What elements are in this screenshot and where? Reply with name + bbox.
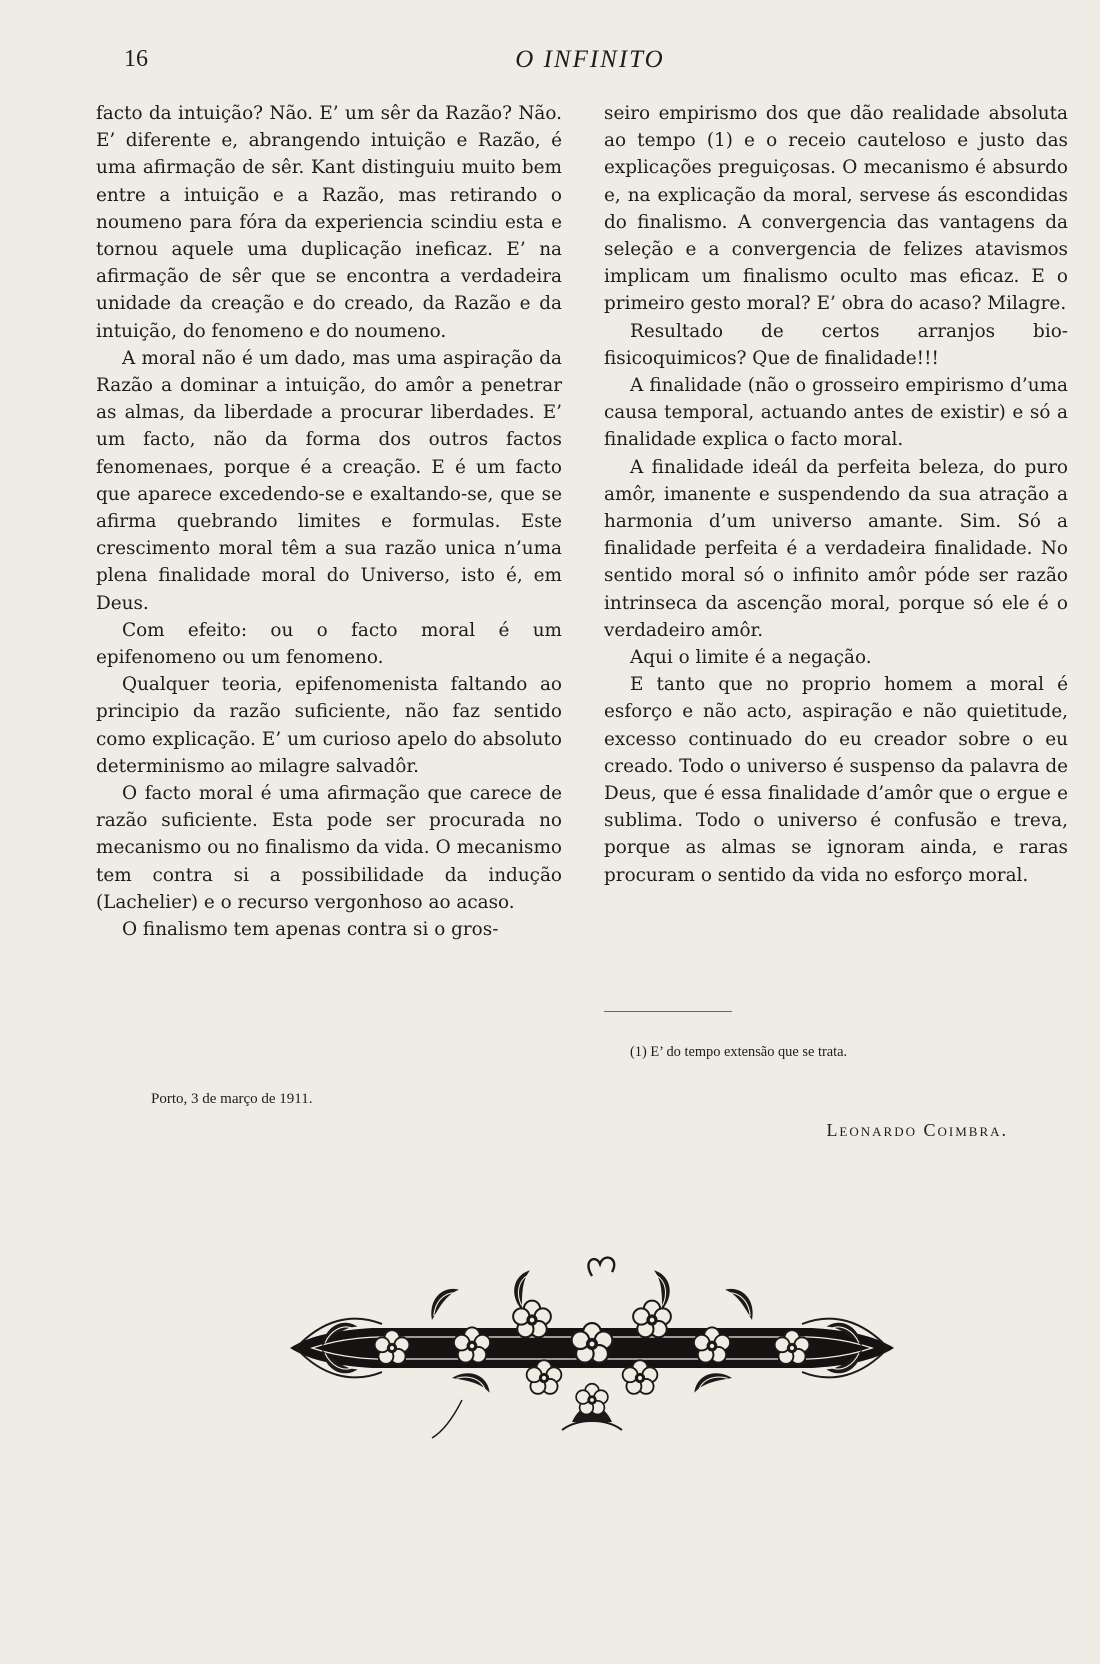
paragraph: Qualquer teoria, epifenomenista faltando ao principio da razão suficiente, não faz sentido como explicação. E’ um curioso apelo do absoluto determinismo ao milagre salvadôr. — [96, 674, 562, 777]
paragraph: Com efeito: ou o facto moral é um epifenomeno ou um fenomeno. — [96, 619, 562, 669]
paragraph: O finalismo tem apenas contra si o gros- — [122, 919, 499, 941]
page-number: 16 — [124, 46, 148, 72]
paragraph: O facto moral é uma afirmação que carece de razão suficiente. Esta pode ser procurada no mecanismo ou no finalismo da vida. O mecanismo tem contra si a possibilidade da indução (Lachelier) e o recurso vergonhoso ao acaso. — [96, 783, 562, 913]
paragraph: Aqui o limite é a negação. — [630, 647, 872, 669]
right-text-column — [604, 100, 1068, 889]
paragraph: E tanto que no proprio homem a moral é esforço e não acto, aspiração e não quietitude, excesso continuado do eu creador sobre o eu creado. Todo o universo é suspenso da palavra de Deus, que é essa finalidade d’amôr que o ergue e sublima. Todo o universo é confusão e treva, porque as almas se ignoram ainda, e raras procuram o sentido da vida no esforço moral. — [604, 674, 1068, 886]
author-signature: Leonardo Coimbra. — [826, 1120, 1008, 1140]
paragraph: Resultado de certos arranjos bio-fisicoquimicos? Que de finalidade!!! — [604, 320, 1068, 369]
paragraph: seiro empirismo dos que dão realidade absoluta ao tempo (1) e o receio cauteloso e justo das explicações preguiçosas. O mecanismo é absurdo e, na explicação da moral, servese ás escondidas do finalismo. A convergencia das vantagens da seleção e a convergencia de felizes atavismos implicam um finalismo oculto mas eficaz. E o primeiro gesto moral? E’ obra do acaso? Milagre. — [604, 103, 1068, 315]
paragraph: A finalidade (não o grosseiro empirismo d’uma causa temporal, actuando antes de existir) e só a finalidade explica o facto moral. — [604, 375, 1068, 451]
paragraph: A finalidade ideál da perfeita beleza, do puro amôr, imanente e suspendendo da sua atração a harmonia d’um universo amante. Sim. Só a finalidade perfeita é a verdadeira finalidade. No sentido moral só o infinito amôr póde ser razão intrinseca da ascenção moral, porque só ele é o verdadeiro amôr. — [604, 456, 1068, 641]
paragraph: facto da intuição? Não. E’ um sêr da Razão? Não. E’ diferente e, abrangendo intuição e Razão, é uma afirmação de sêr. Kant distinguiu muito bem entre a intuição e a Razão, mas retirando o noumeno para fóra da experiencia scindiu esta e tornou aquele uma duplicação ineficaz. E’ na afirmação de sêr que se encontra a verdadeira unidade da creação e do creado, da Razão e da intuição, do fenomeno e do noumeno. — [96, 103, 562, 342]
journal-title: O INFINITO — [515, 46, 665, 73]
paragraph: A moral não é um dado, mas uma aspiração da Razão a dominar a intuição, do amôr a penetrar as almas, da liberdade a procurar liberdades. E’ um facto, não da forma dos outros factos fenomenaes, porque é a creação. E é um facto que aparece excedendo-se e exaltando-se, que se afirma quebrando limites e formulas. Este crescimento moral têm a sua razão unica n’uma plena finalidade moral do Universo, isto é, em Deus. — [96, 347, 562, 614]
floral-ornament — [282, 1250, 902, 1440]
place-date-line: Porto, 3 de março de 1911. — [151, 1091, 313, 1107]
footnote-divider — [604, 1011, 732, 1012]
footnote: (1) E’ do tempo extensão que se trata. — [630, 1044, 848, 1060]
left-text-column — [96, 100, 562, 943]
